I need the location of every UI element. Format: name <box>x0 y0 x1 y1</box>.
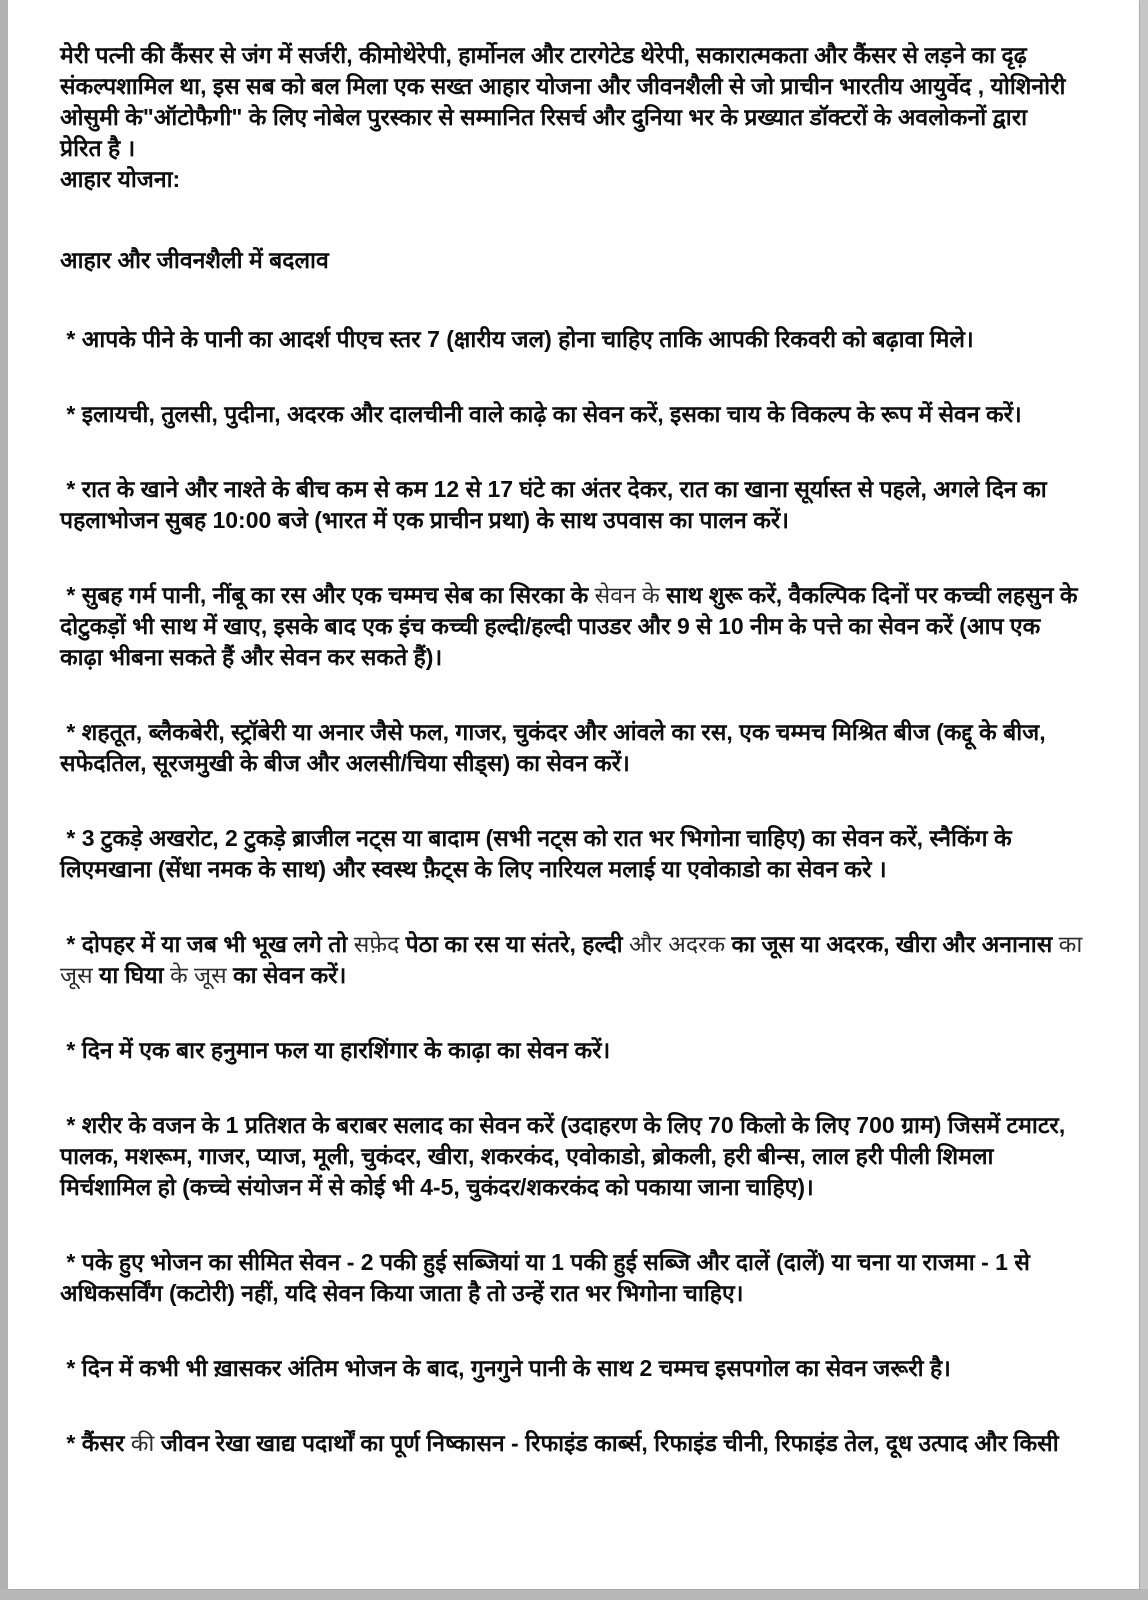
text-segment: * 3 टुकड़े अखरोट, 2 टुकड़े ब्राजील नट्स या बादाम (सभी नट्स को रात भर भिगोना चाहिए) का सेवन करें, स्नैकिंग के <box>60 825 1012 851</box>
bullet-item <box>60 717 1091 779</box>
intro-line: प्रेरित है । <box>60 135 136 161</box>
bullet-line <box>60 1353 1091 1384</box>
bullet-line <box>60 929 1091 960</box>
text-segment: * शरीर के वजन के 1 प्रतिशत के बराबर सलाद का सेवन करें (उदाहरण के लिए 70 किलो के लिए 700 ग्राम) जिसमें टमाटर, <box>60 1112 1066 1138</box>
text-segment: * दिन में एक बार हनुमान फल या हारशिंगार के काढ़ा का सेवन करें। <box>60 1037 611 1063</box>
bullet-item <box>60 823 1091 885</box>
page-left-edge <box>0 0 8 1600</box>
bullet-line <box>60 960 1091 991</box>
text-segment: अधिकसर्विंग (कटोरी) नहीं, यदि सेवन किया जाता है तो उन्हें रात भर भिगोना चाहिए। <box>60 1280 744 1306</box>
text-segment: और अदरक <box>628 931 726 957</box>
text-segment: सेवन के <box>594 582 660 608</box>
text-segment: * इलायची, तुलसी, पुदीना, अदरक और दालचीनी वाले काढ़े का सेवन करें, इसका चाय के विकल्प के रूप में सेवन करें। <box>60 401 1022 427</box>
bullet-line <box>60 1428 1091 1459</box>
text-segment: * शहतूत, ब्लैकबेरी, स्ट्रॉबेरी या अनार जैसे फल, गाजर, चुकंदर और आंवले का रस, एक चम्मच मिश्रित बीज (कद्दू के बीज, <box>60 719 1046 745</box>
bullet-item <box>60 1353 1091 1384</box>
text-segment: सफ़ेद <box>353 931 400 957</box>
bullet-item <box>60 324 1091 355</box>
text-segment: जूस <box>60 962 100 988</box>
bullet-line <box>60 580 1091 611</box>
text-segment: * दिन में कभी भी ख़ासकर अंतिम भोजन के बाद, गुनगुने पानी के साथ 2 चम्मच इसपगोल का सेवन जरूरी है। <box>60 1355 951 1381</box>
bullet-line <box>60 854 1091 885</box>
document-page <box>8 0 1139 1589</box>
text-segment: * आपके पीने के पानी का आदर्श पीएच स्तर 7 (क्षारीय जल) होना चाहिए ताकि आपकी रिकवरी को बढ़ावा मिले। <box>60 326 974 352</box>
bullet-line <box>60 1278 1091 1309</box>
text-segment: लिएमखाना (सेंधा नमक के साथ) और स्वस्थ फ़ैट्स के लिए नारियल मलाई या एवोकाडो का सेवन करे । <box>60 856 887 882</box>
bullet-item <box>60 474 1091 536</box>
bullet-line <box>60 1172 1091 1203</box>
text-segment: का <box>1058 931 1083 957</box>
bullet-item <box>60 1035 1091 1066</box>
bullet-line <box>60 717 1091 748</box>
text-segment: की <box>130 1430 155 1456</box>
bullet-line <box>60 611 1091 642</box>
page-bottom-edge <box>0 1589 1148 1600</box>
intro-line: संकल्पशामिल था, इस सब को बल मिला एक सख्त आहार योजना और जीवनशैली से जो प्राचीन भारतीय आयुर्वेद , योशिनोरी <box>60 73 1066 99</box>
bullet-line <box>60 474 1091 505</box>
bullet-item <box>60 929 1091 991</box>
text-segment: * पके हुए भोजन का सीमित सेवन - 2 पकी हुई सब्जियां या 1 पकी हुई सब्जि और दालें (दालें) या चना या राजमा - 1 से <box>60 1249 1030 1275</box>
bullet-list <box>60 324 1091 1459</box>
bullet-item <box>60 399 1091 430</box>
text-segment: पालक, मशरूम, गाजर, प्याज, मूली, चुकंदर, खीरा, शकरकंद, एवोकाडो, ब्रोकली, हरी बीन्स, लाल हरी पीली शिमला <box>60 1143 994 1169</box>
text-segment: दोटुकड़ों भी साथ में खाए, इसके बाद एक इंच कच्ची हल्दी/हल्दी पाउडर और 9 से 10 नीम के पत्ते का सेवन करें (आप एक <box>60 613 1041 639</box>
bullet-line <box>60 1247 1091 1278</box>
bullet-line <box>60 1141 1091 1172</box>
intro-paragraph <box>60 40 1091 195</box>
bullet-item <box>60 1428 1091 1459</box>
text-segment: पहलाभोजन सुबह 10:00 बजे (भारत में एक प्राचीन प्रथा) के साथ उपवास का पालन करें। <box>60 507 789 533</box>
text-segment: के जूस <box>169 962 234 988</box>
text-segment: जीवन रेखा खाद्य पदार्थों का पूर्ण निष्कासन - रिफाइंड कार्ब्स, रिफाइंड चीनी, रिफाइंड तेल, दूध उत्पाद और किसी <box>154 1430 1059 1456</box>
bullet-line <box>60 823 1091 854</box>
bullet-line <box>60 748 1091 779</box>
bullet-item <box>60 1247 1091 1309</box>
bullet-line <box>60 1035 1091 1066</box>
text-segment: मिर्चशामिल हो (कच्चे संयोजन में से कोई भी 4-5, चुकंदर/शकरकंद को पकाया जाना चाहिए)। <box>60 1174 814 1200</box>
bullet-line <box>60 399 1091 430</box>
text-segment: पेठा का रस या संतरे, हल्दी <box>399 931 629 957</box>
text-segment: साथ शुरू करें, वैकल्पिक दिनों पर कच्ची लहसुन के <box>659 582 1078 608</box>
intro-line: मेरी पत्नी की कैंसर से जंग में सर्जरी, कीमोथेरेपी, हार्मोनल और टारगेटेड थेरेपी, सकारात्मकता और कैंसर से लड़ने का दृढ़ <box>60 42 1027 68</box>
intro-line: आहार योजना: <box>60 166 181 192</box>
bullet-line <box>60 1110 1091 1141</box>
section-heading: आहार और जीवनशैली में बदलाव <box>60 247 329 273</box>
bullet-line <box>60 324 1091 355</box>
text-segment: * सुबह गर्म पानी, नींबू का रस और एक चम्मच सेब का सिरका के <box>60 582 595 608</box>
bullet-line <box>60 505 1091 536</box>
text-segment: * रात के खाने और नाश्ते के बीच कम से कम 12 से 17 घंटे का अंतर देकर, रात का खाना सूर्यास्त से पहले, अगले दिन का <box>60 476 1047 502</box>
text-segment: का सेवन करें। <box>233 962 347 988</box>
text-segment: * कैंसर <box>60 1430 131 1456</box>
bullet-item <box>60 1110 1091 1203</box>
bullet-item <box>60 580 1091 673</box>
text-segment: * दोपहर में या जब भी भूख लगे तो <box>60 931 354 957</box>
text-segment: सफेदतिल, सूरजमुखी के बीज और अलसी/चिया सीड्स) का सेवन करें। <box>60 750 630 776</box>
bullet-line <box>60 642 1091 673</box>
document-body <box>60 40 1091 1459</box>
text-segment: काढ़ा भीबना सकते हैं और सेवन कर सकते हैं)। <box>60 644 443 670</box>
text-segment: या घिया <box>99 962 170 988</box>
intro-line: ओसुमी के"ऑटोफैगी" के लिए नोबेल पुरस्कार से सम्मानित रिसर्च और दुनिया भर के प्रख्यात डॉक्टरों के अवलोकनों द्वारा <box>60 104 1028 130</box>
text-segment: का जूस या अदरक, खीरा और अनानास <box>725 931 1059 957</box>
